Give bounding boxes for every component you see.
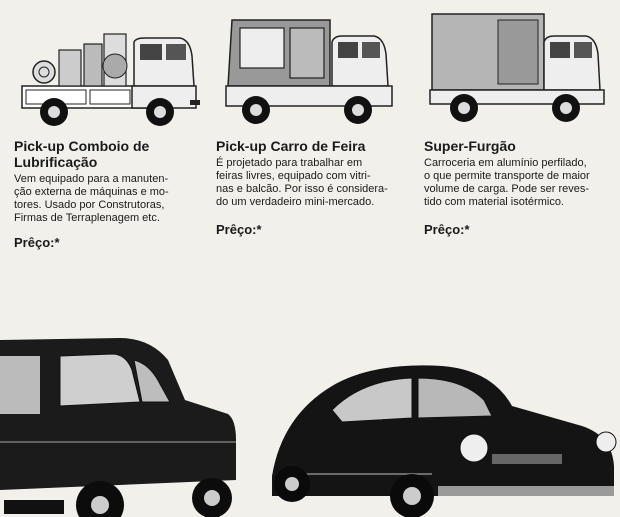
product-title [14,138,204,170]
desc-line: É projetado para trabalhar em [216,157,363,169]
product-column-market [216,138,406,237]
product-description [14,173,204,225]
product-column-lubrication [14,138,204,250]
super-van-illustration [426,10,608,126]
desc-line: Carroceria em alumínio perfilado, [424,157,587,169]
product-title: Pick-up Carro de Feira [216,138,366,154]
desc-line: o que permite transporte de maior [424,170,590,182]
desc-line: Vem equipado para a manuten- [14,173,169,185]
product-description [216,157,406,209]
title-line: Pick-up Comboio de [14,138,150,154]
title-line: Lubrificação [14,154,98,170]
product-title: Super-Furgão [424,138,516,154]
coupe-car-illustration [262,356,620,517]
desc-line: Firmas de Terraplenagem etc. [14,212,160,224]
desc-line: volume de carga. Pode ser reves- [424,183,590,195]
desc-line: nas e balcão. Por isso é considera- [216,183,388,195]
price-label: Prêço:* [424,222,470,237]
desc-line: ção externa de máquinas e mo- [14,186,169,198]
desc-line: tido com material isotérmico. [424,196,564,208]
desc-line: do um verdadeiro mini-mercado. [216,196,375,208]
desc-line: feiras livres, equipado com vitri- [216,170,371,182]
price-label: Prêço:* [14,235,60,250]
product-description [424,157,614,209]
desc-line: tores. Usado por Construtoras, [14,199,165,211]
sedan-car-illustration [0,330,240,517]
pickup-lubrication-illustration [14,30,204,128]
pickup-market-stall-illustration [218,14,398,126]
price-label: Prêço:* [216,222,262,237]
product-column-van [424,138,614,237]
